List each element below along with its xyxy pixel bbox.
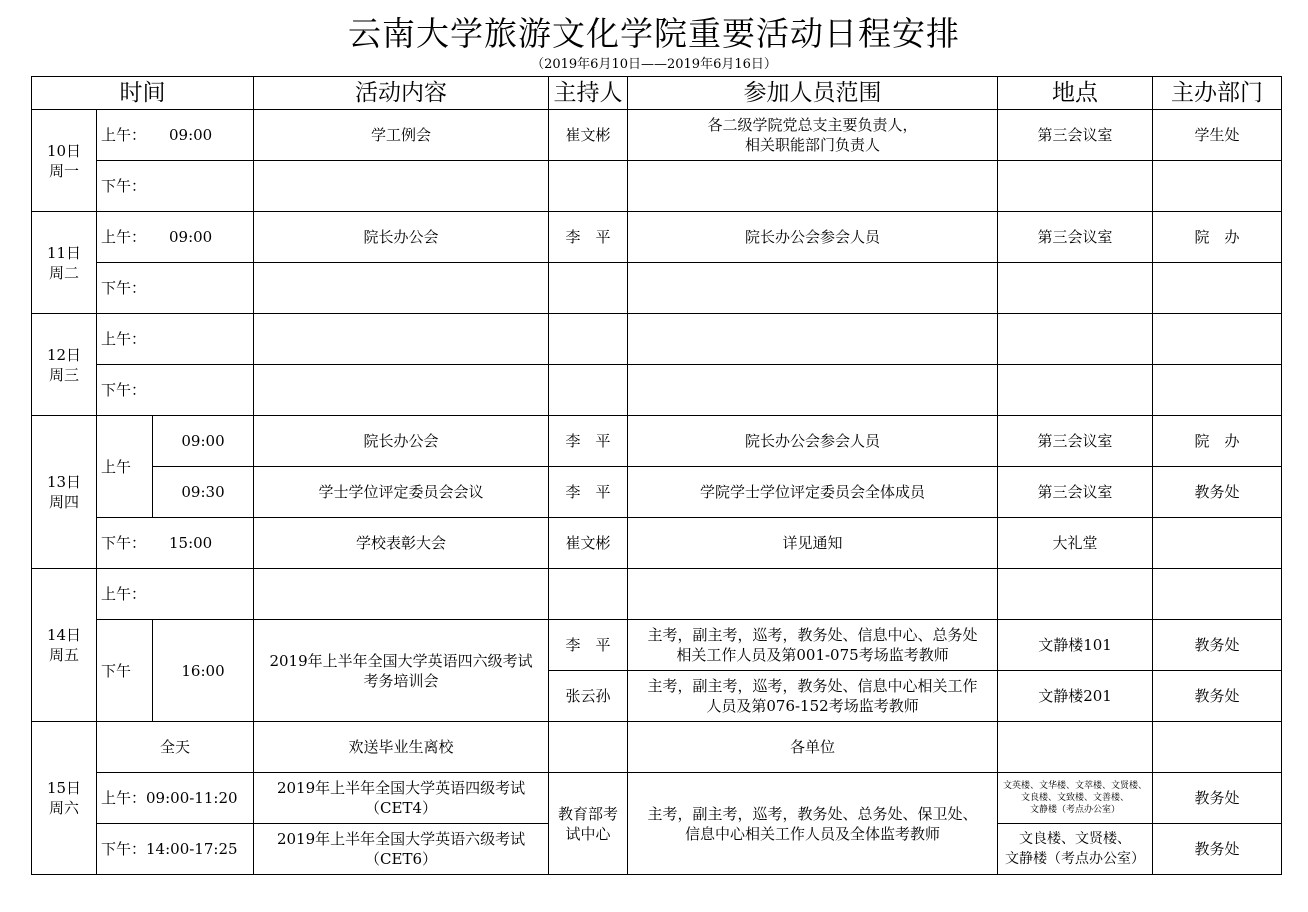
header-location: 地点 [998, 77, 1153, 110]
empty-cell [549, 161, 628, 212]
time-cell [97, 365, 254, 416]
participants-line: 各二级学院党总支主要负责人， [707, 116, 918, 134]
table-row [32, 620, 1282, 671]
header-row [32, 77, 1282, 110]
time-cell [97, 773, 254, 824]
day-weekday: 周二 [48, 263, 79, 282]
event-organizer: 教务处 [1153, 467, 1282, 518]
event-time: 09:00 [169, 228, 213, 246]
participants-line: 主考，副主考，巡考，教务处、信息中心、总务处 [647, 626, 978, 644]
day-weekday: 周六 [48, 799, 79, 817]
table-row [32, 110, 1282, 161]
event-time: 09:30 [153, 467, 254, 518]
am-label: 上午： [101, 228, 147, 246]
event-host: 李 平 [549, 620, 628, 671]
host-line: 试中心 [565, 824, 611, 843]
event-location: 第三会议室 [998, 416, 1153, 467]
event-time: 14:00-17:25 [146, 840, 238, 858]
empty-cell [628, 365, 998, 416]
pm-label: 下午： [101, 840, 147, 858]
event-location [998, 824, 1153, 875]
pm-label: 下午： [101, 534, 147, 552]
day-date: 11日 [46, 243, 82, 262]
empty-cell [254, 569, 549, 620]
day-weekday: 周四 [48, 493, 79, 511]
header-participants: 参加人员范围 [628, 77, 998, 110]
day-cell-thu [32, 416, 97, 569]
event-time: 15:00 [169, 534, 213, 552]
allday-label: 全天 [97, 722, 254, 773]
event-time: 09:00-11:20 [146, 789, 238, 807]
empty-cell [549, 569, 628, 620]
am-label: 上午： [101, 789, 147, 807]
host-line: 教育部考 [558, 804, 619, 823]
event-time: 09:00 [153, 416, 254, 467]
participants-line: 主考，副主考，巡考，教务处、信息中心相关工作 [647, 677, 978, 695]
time-cell [97, 161, 254, 212]
event-host: 李 平 [549, 212, 628, 263]
empty-cell [1153, 314, 1282, 365]
day-weekday: 周三 [48, 365, 79, 384]
content-line: 2019年上半年全国大学英语四六级考试 [269, 651, 533, 670]
empty-cell [1153, 365, 1282, 416]
event-time: 09:00 [169, 126, 213, 144]
event-participants [628, 671, 998, 722]
time-cell [97, 518, 254, 569]
event-location: 文静楼201 [998, 671, 1153, 722]
empty-cell [549, 263, 628, 314]
location-line: 文静楼（考点办公室） [1005, 851, 1146, 867]
pm-label: 下午： [101, 279, 147, 297]
table-row [32, 263, 1282, 314]
am-label: 上午 [97, 416, 153, 518]
empty-cell [998, 365, 1153, 416]
empty-cell [549, 314, 628, 365]
event-participants [628, 620, 998, 671]
event-location: 第三会议室 [998, 467, 1153, 518]
event-participants: 院长办公会参会人员 [628, 416, 998, 467]
event-location [998, 773, 1153, 824]
header-host: 主持人 [549, 77, 628, 110]
am-label: 上午： [101, 330, 147, 348]
empty-cell [628, 569, 998, 620]
event-organizer: 教务处 [1153, 773, 1282, 824]
location-line: 文良楼、文贤楼、 [1019, 831, 1132, 847]
page-title: 云南大学旅游文化学院重要活动日程安排 [348, 14, 960, 53]
table-row [32, 518, 1282, 569]
event-host: 崔文彬 [549, 518, 628, 569]
event-content: 院长办公会 [254, 212, 549, 263]
day-cell-sat [32, 722, 97, 875]
content-line: （CET6） [365, 850, 438, 868]
day-date: 14日 [46, 626, 82, 644]
event-host: 李 平 [549, 416, 628, 467]
event-time: 16:00 [153, 620, 254, 722]
empty-cell [254, 365, 549, 416]
event-location: 第三会议室 [998, 110, 1153, 161]
pm-label: 下午： [101, 381, 147, 399]
event-participants: 详见通知 [628, 518, 998, 569]
day-weekday: 周五 [48, 646, 79, 664]
participants-line: 信息中心相关工作人员及全体监考教师 [685, 824, 941, 843]
day-cell-wed [32, 314, 97, 416]
empty-cell [628, 263, 998, 314]
empty-cell [628, 314, 998, 365]
event-content: 学工例会 [254, 110, 549, 161]
empty-cell [628, 161, 998, 212]
header-organizer: 主办部门 [1153, 77, 1282, 110]
empty-cell [1153, 263, 1282, 314]
empty-cell [998, 314, 1153, 365]
empty-cell [254, 161, 549, 212]
location-line: 文静楼（考点办公室） [1030, 805, 1121, 815]
event-content: 学士学位评定委员会会议 [254, 467, 549, 518]
event-location: 大礼堂 [998, 518, 1153, 569]
event-participants [628, 773, 998, 875]
participants-line: 主考，副主考，巡考，教务处、总务处、保卫处、 [647, 804, 978, 823]
table-row [32, 722, 1282, 773]
event-location: 第三会议室 [998, 212, 1153, 263]
event-content: 欢送毕业生离校 [254, 722, 549, 773]
date-range: （2019年6月10日——2019年6月16日） [531, 57, 777, 72]
event-location: 文静楼101 [998, 620, 1153, 671]
table-row [32, 773, 1282, 824]
event-host: 李 平 [549, 467, 628, 518]
content-line: （CET4） [365, 799, 438, 817]
event-content: 院长办公会 [254, 416, 549, 467]
pm-label: 下午： [101, 177, 147, 195]
event-organizer: 教务处 [1153, 824, 1282, 875]
event-organizer: 学生处 [1153, 110, 1282, 161]
day-cell-mon [32, 110, 97, 212]
event-participants [628, 110, 998, 161]
participants-line: 相关职能部门负责人 [745, 136, 881, 154]
empty-cell [998, 161, 1153, 212]
day-date: 13日 [46, 473, 82, 491]
event-host: 张云孙 [549, 671, 628, 722]
empty-cell [998, 722, 1153, 773]
time-cell [97, 263, 254, 314]
header-content: 活动内容 [254, 77, 549, 110]
event-organizer: 教务处 [1153, 671, 1282, 722]
location-line: 文良楼、文致楼、文善楼、 [1021, 793, 1130, 803]
empty-cell [1153, 161, 1282, 212]
content-line: 2019年上半年全国大学英语四级考试 [276, 779, 526, 797]
time-cell [97, 212, 254, 263]
event-host [549, 773, 628, 875]
table-row [32, 365, 1282, 416]
time-cell [97, 314, 254, 365]
time-cell [97, 824, 254, 875]
day-cell-fri [32, 569, 97, 722]
event-participants: 院长办公会参会人员 [628, 212, 998, 263]
table-row [32, 161, 1282, 212]
empty-cell [549, 722, 628, 773]
day-date: 12日 [46, 345, 82, 364]
event-content: 学校表彰大会 [254, 518, 549, 569]
empty-cell [998, 263, 1153, 314]
empty-cell [1153, 722, 1282, 773]
empty-cell [1153, 518, 1282, 569]
empty-cell [254, 263, 549, 314]
event-organizer: 教务处 [1153, 620, 1282, 671]
schedule-table [31, 76, 1282, 875]
empty-cell [1153, 569, 1282, 620]
table-row [32, 569, 1282, 620]
event-organizer: 院 办 [1153, 212, 1282, 263]
empty-cell [254, 314, 549, 365]
event-content [254, 824, 549, 875]
header-time: 时间 [32, 77, 254, 110]
time-cell [97, 569, 254, 620]
event-participants: 各单位 [628, 722, 998, 773]
location-line: 文英楼、文华楼、文萃楼、文贤楼、 [1003, 781, 1148, 791]
am-label: 上午： [101, 126, 147, 144]
event-content [254, 773, 549, 824]
event-host: 崔文彬 [549, 110, 628, 161]
empty-cell [998, 569, 1153, 620]
day-date: 15日 [46, 779, 82, 797]
table-row [32, 314, 1282, 365]
table-row [32, 212, 1282, 263]
day-cell-tue [32, 212, 97, 314]
participants-line: 人员及第076-152考场监考教师 [706, 697, 919, 715]
table-row [32, 416, 1282, 467]
table-row [32, 467, 1282, 518]
content-line: 2019年上半年全国大学英语六级考试 [276, 830, 526, 848]
pm-label: 下午 [97, 620, 153, 722]
am-label: 上午： [101, 585, 147, 603]
time-cell [97, 110, 254, 161]
event-participants: 学院学士学位评定委员会全体成员 [628, 467, 998, 518]
day-weekday: 周一 [48, 161, 79, 180]
participants-line: 相关工作人员及第001-075考场监考教师 [676, 646, 949, 664]
day-date: 10日 [46, 141, 82, 160]
event-organizer: 院 办 [1153, 416, 1282, 467]
event-content [254, 620, 549, 722]
empty-cell [549, 365, 628, 416]
content-line: 考务培训会 [363, 671, 439, 690]
